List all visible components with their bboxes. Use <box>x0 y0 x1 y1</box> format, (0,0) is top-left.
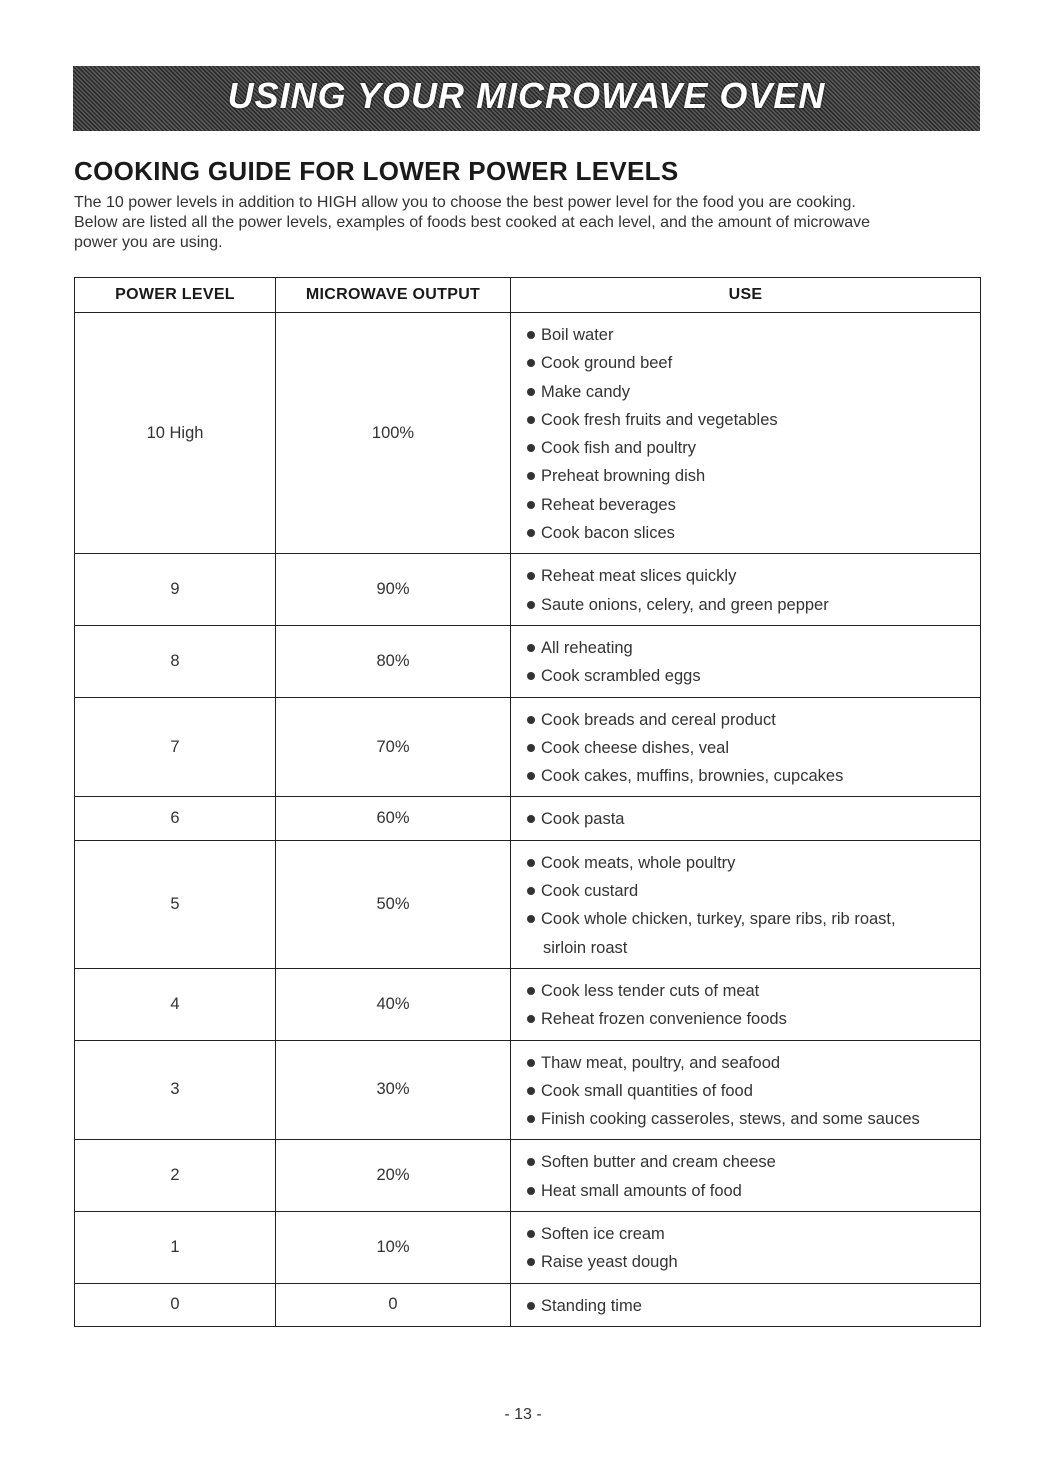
table-row <box>75 1140 981 1212</box>
bullet-icon <box>527 1230 535 1238</box>
use-item <box>527 1105 980 1133</box>
bullet-icon <box>527 501 535 509</box>
microwave-output-cell: 0 <box>276 1283 511 1326</box>
use-item <box>527 462 980 490</box>
use-cell <box>511 313 981 554</box>
bullet-icon <box>527 1258 535 1266</box>
table-row <box>75 1040 981 1140</box>
use-cell <box>511 1212 981 1284</box>
bullet-icon <box>527 859 535 867</box>
use-cell <box>511 968 981 1040</box>
table-header-row <box>75 278 981 313</box>
use-item-text: Make candy <box>541 382 630 401</box>
power-level-cell: 3 <box>75 1040 276 1140</box>
table-row <box>75 697 981 797</box>
header-microwave-output: MICROWAVE OUTPUT <box>276 278 511 313</box>
microwave-output-cell: 100% <box>276 313 511 554</box>
banner-title: USING YOUR MICROWAVE OVEN <box>227 75 826 116</box>
microwave-output-cell: 10% <box>276 1212 511 1284</box>
bullet-icon <box>527 644 535 652</box>
intro-line: The 10 power levels in addition to HIGH allow you to choose the best power level for the food you are cooking. <box>74 194 856 211</box>
use-item <box>527 1077 980 1105</box>
microwave-output-cell: 60% <box>276 797 511 840</box>
use-item <box>527 734 980 762</box>
microwave-output-cell: 50% <box>276 840 511 968</box>
bullet-icon <box>527 331 535 339</box>
table-row <box>75 625 981 697</box>
use-item <box>527 1220 980 1248</box>
use-item <box>527 1049 980 1077</box>
use-item <box>527 1177 980 1205</box>
use-item-text: Heat small amounts of food <box>541 1181 742 1200</box>
power-level-cell: 8 <box>75 625 276 697</box>
bullet-icon <box>527 1015 535 1023</box>
use-item <box>527 491 980 519</box>
use-item-text: Saute onions, celery, and green pepper <box>541 595 829 614</box>
bullet-icon <box>527 716 535 724</box>
use-item-text: Soften butter and cream cheese <box>541 1153 776 1172</box>
bullet-icon <box>527 601 535 609</box>
use-item <box>527 905 980 933</box>
use-item-text: Cook cheese dishes, veal <box>541 738 730 757</box>
use-item-text: Thaw meat, poultry, and seafood <box>541 1053 781 1072</box>
use-item <box>527 877 980 905</box>
power-level-cell: 4 <box>75 968 276 1040</box>
bullet-icon <box>527 887 535 895</box>
use-item <box>527 349 980 377</box>
power-level-cell: 6 <box>75 797 276 840</box>
bullet-icon <box>527 772 535 780</box>
bullet-icon <box>527 744 535 752</box>
power-level-cell: 10 High <box>75 313 276 554</box>
table-body <box>75 313 981 1327</box>
table-row <box>75 554 981 626</box>
use-item-text: Cook meats, whole poultry <box>541 853 736 872</box>
use-item <box>527 321 980 349</box>
bullet-icon <box>527 472 535 480</box>
bullet-icon <box>527 672 535 680</box>
use-item <box>527 1292 980 1320</box>
intro-paragraph <box>74 193 979 253</box>
use-item <box>527 591 980 619</box>
use-item <box>527 849 980 877</box>
use-item <box>527 805 980 833</box>
intro-line: Below are listed all the power levels, examples of foods best cooked at each level, and the amount of microwave <box>74 214 870 231</box>
use-item-text: Cook bacon slices <box>541 524 675 543</box>
microwave-output-cell: 90% <box>276 554 511 626</box>
use-item <box>527 1248 980 1276</box>
use-cell <box>511 1140 981 1212</box>
use-item-text: Boil water <box>541 326 614 344</box>
table-row <box>75 1283 981 1326</box>
microwave-output-cell: 70% <box>276 697 511 797</box>
use-item-text: Cook breads and cereal product <box>541 710 776 729</box>
use-item <box>527 378 980 406</box>
use-item-text: Cook ground beef <box>541 354 673 373</box>
bullet-icon <box>527 388 535 396</box>
use-item <box>527 562 980 590</box>
power-level-cell: 1 <box>75 1212 276 1284</box>
use-item <box>527 634 980 662</box>
power-level-cell: 0 <box>75 1283 276 1326</box>
use-item <box>527 977 980 1005</box>
header-use: USE <box>511 278 981 313</box>
use-item <box>527 662 980 690</box>
use-item-text: Reheat meat slices quickly <box>541 567 737 586</box>
bullet-icon <box>527 1302 535 1310</box>
section-title: COOKING GUIDE FOR LOWER POWER LEVELS <box>74 156 679 186</box>
use-item-text: Standing time <box>541 1296 642 1315</box>
use-item-text: Cook scrambled eggs <box>541 667 701 686</box>
use-item <box>527 519 980 547</box>
use-item <box>527 706 980 734</box>
use-item <box>527 1005 980 1033</box>
microwave-output-cell: 20% <box>276 1140 511 1212</box>
bullet-icon <box>527 1158 535 1166</box>
use-item-text: Reheat frozen convenience foods <box>541 1010 787 1029</box>
table-row <box>75 840 981 968</box>
use-item <box>527 1148 980 1176</box>
bullet-icon <box>527 1115 535 1123</box>
use-item-text: Cook less tender cuts of meat <box>541 981 760 1000</box>
use-item-text: Raise yeast dough <box>541 1253 678 1272</box>
use-item-text: All reheating <box>541 638 633 657</box>
power-level-cell: 9 <box>75 554 276 626</box>
power-level-cell: 7 <box>75 697 276 797</box>
bullet-icon <box>527 815 535 823</box>
bullet-icon <box>527 1187 535 1195</box>
bullet-icon <box>527 529 535 537</box>
table-row <box>75 797 981 840</box>
use-cell <box>511 840 981 968</box>
bullet-icon <box>527 416 535 424</box>
bullet-icon <box>527 915 535 923</box>
table-row <box>75 1212 981 1284</box>
bullet-icon <box>527 572 535 580</box>
use-item-text: Cook small quantities of food <box>541 1081 753 1100</box>
use-cell <box>511 625 981 697</box>
use-item-text: Cook pasta <box>541 810 625 829</box>
bullet-icon <box>527 1059 535 1067</box>
microwave-output-cell: 80% <box>276 625 511 697</box>
use-item-text: Cook cakes, muffins, brownies, cupcakes <box>541 767 844 786</box>
bullet-icon <box>527 359 535 367</box>
header-power-level: POWER LEVEL <box>75 278 276 313</box>
power-level-table <box>74 277 981 1327</box>
power-level-cell: 5 <box>75 840 276 968</box>
use-item-text: Cook whole chicken, turkey, spare ribs, rib roast, <box>541 910 896 929</box>
bullet-icon <box>527 987 535 995</box>
intro-line: power you are using. <box>74 234 223 251</box>
use-item-text: Cook fish and poultry <box>541 439 697 458</box>
microwave-output-cell: 30% <box>276 1040 511 1140</box>
use-item <box>527 406 980 434</box>
use-cell <box>511 1040 981 1140</box>
bullet-icon <box>527 444 535 452</box>
page-banner <box>73 66 980 131</box>
table-row <box>75 968 981 1040</box>
use-item-text: Finish cooking casseroles, stews, and some sauces <box>541 1110 920 1129</box>
use-item-text: Preheat browning dish <box>541 467 706 486</box>
use-cell <box>511 797 981 840</box>
page-number: - 13 - <box>504 1406 542 1423</box>
use-item-text: Reheat beverages <box>541 495 676 514</box>
use-cell <box>511 1283 981 1326</box>
use-item <box>527 762 980 790</box>
use-item <box>527 434 980 462</box>
microwave-output-cell: 40% <box>276 968 511 1040</box>
bullet-icon <box>527 1087 535 1095</box>
power-level-cell: 2 <box>75 1140 276 1212</box>
use-cell <box>511 697 981 797</box>
use-item-text: Cook custard <box>541 882 639 901</box>
use-item-continuation: sirloin roast <box>543 938 628 957</box>
use-cell <box>511 554 981 626</box>
use-item-text: Cook fresh fruits and vegetables <box>541 410 778 429</box>
use-item-text: Soften ice cream <box>541 1225 665 1244</box>
table-row <box>75 313 981 554</box>
